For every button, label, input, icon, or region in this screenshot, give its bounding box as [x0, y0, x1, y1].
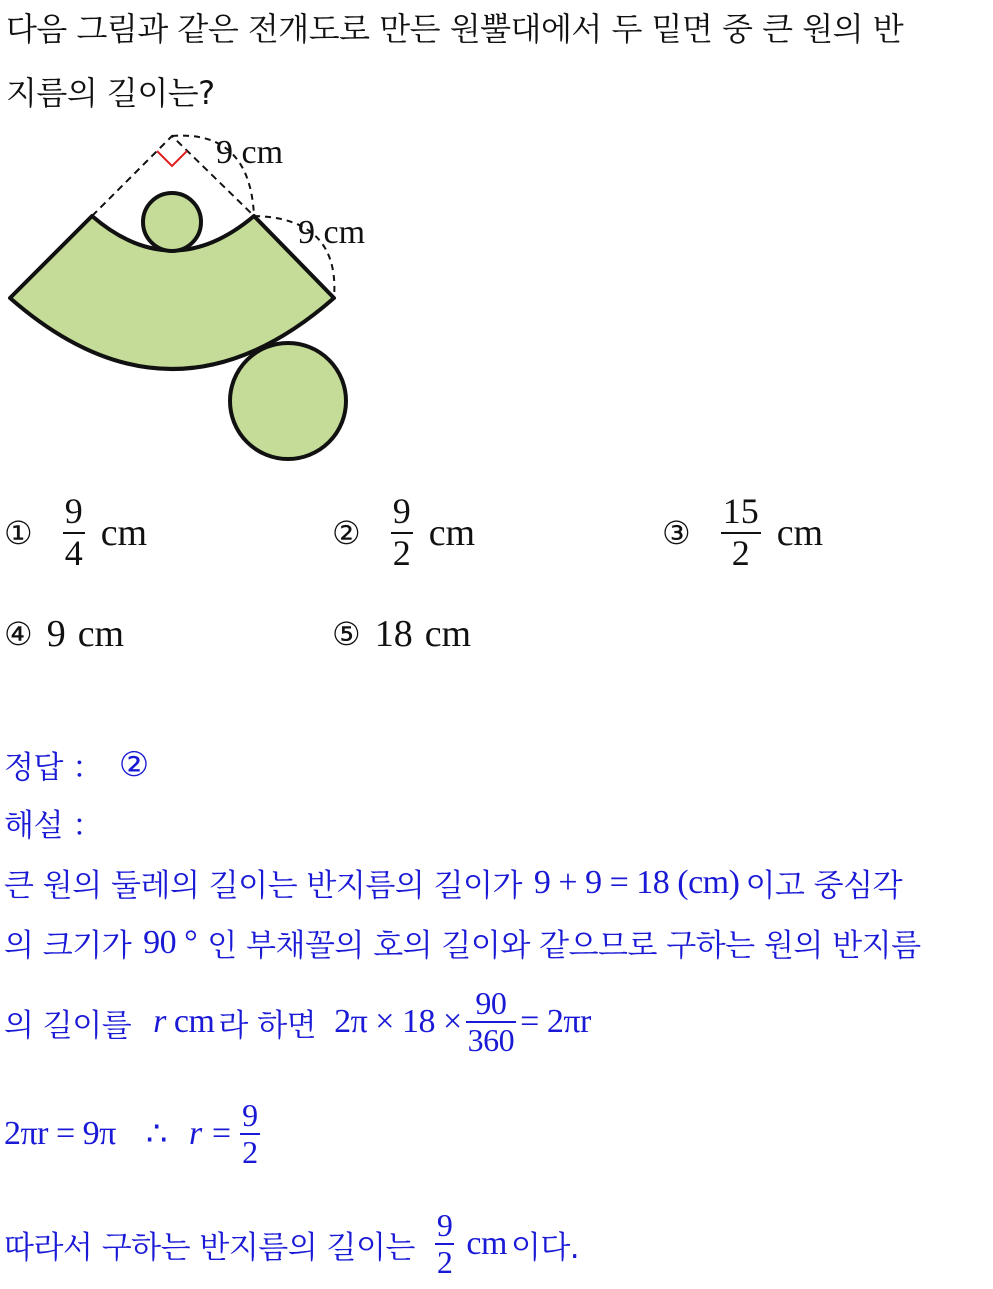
expl-l4-r: r =	[188, 1115, 233, 1153]
label-top-length: 9 cm	[216, 134, 284, 171]
explanation-line-5	[4, 1208, 579, 1280]
expl-l3-a: 의 길이를	[4, 1007, 132, 1044]
option-2[interactable]	[332, 492, 475, 573]
option-1-fraction	[63, 492, 85, 573]
small-base-circle	[143, 193, 201, 251]
expl-l4-frac-denominator: 2	[242, 1134, 258, 1171]
expl-l3-b: 라 하면	[218, 1007, 317, 1044]
option-5[interactable]	[332, 612, 471, 656]
option-1-number: ①	[4, 513, 33, 552]
option-2-number: ②	[332, 513, 361, 552]
option-3[interactable]	[662, 492, 823, 573]
option-4-value: 9	[46, 613, 66, 655]
expl-l3-r: r	[153, 1003, 166, 1041]
option-2-unit: cm	[428, 511, 476, 554]
option-4-unit: cm	[77, 613, 125, 655]
expl-l2-b: 인 부채꼴의 호의 길이와 같으므로 구하는 원의 반지름	[207, 928, 921, 964]
right-angle-mark	[157, 151, 187, 166]
option-5-unit: cm	[424, 613, 472, 655]
expl-l5-a: 따라서 구하는 반지름의 길이는	[4, 1229, 415, 1266]
expl-l3-math-a: 2π × 18 ×	[334, 1003, 462, 1041]
expl-l4-fraction	[240, 1098, 260, 1170]
option-4[interactable]	[4, 612, 124, 656]
frustum-net-figure	[0, 120, 420, 470]
option-5-number: ⑤	[332, 615, 361, 653]
option-3-unit: cm	[776, 511, 824, 554]
expl-l5-frac-numerator: 9	[436, 1207, 453, 1243]
option-5-value: 18	[374, 613, 413, 655]
expl-l5-frac-denominator: 2	[436, 1244, 453, 1281]
answer-label: 정답 ：	[4, 750, 103, 786]
answer-line	[4, 742, 149, 787]
expl-l1-math: 9 + 9 = 18 (cm)	[533, 863, 740, 901]
option-2-numerator: 9	[392, 491, 411, 531]
expl-l5-b: 이다.	[510, 1229, 580, 1266]
expl-l4-therefore: ∴	[145, 1116, 167, 1154]
option-1-unit: cm	[100, 511, 148, 554]
expl-l2-a: 의 크기가	[4, 928, 132, 964]
expl-l3-frac-numerator: 90	[475, 985, 507, 1021]
expl-l3-unit: cm	[173, 1003, 215, 1041]
option-3-fraction	[721, 492, 761, 573]
question-line-2: 지름의 길이는?	[6, 74, 215, 112]
option-3-number: ③	[662, 513, 691, 552]
question-line-1: 다음 그림과 같은 전개도로 만든 원뿔대에서 두 밑면 중 큰 원의 반	[6, 10, 904, 48]
expl-l4-math: 2πr = 9π	[4, 1115, 116, 1153]
explanation-line-1	[4, 860, 902, 905]
expl-l2-math: 90 °	[143, 923, 198, 961]
option-3-numerator: 15	[722, 491, 759, 531]
expl-l5-unit: cm	[466, 1225, 507, 1263]
explanation-line-3	[4, 986, 591, 1058]
expl-l1-text: 큰 원의 둘레의 길이는 반지름의 길이가	[4, 868, 522, 904]
option-2-fraction	[391, 492, 413, 573]
option-1[interactable]	[4, 492, 147, 573]
expl-l3-frac-denominator: 360	[467, 1022, 515, 1059]
option-3-denominator: 2	[731, 532, 750, 573]
option-1-denominator: 4	[64, 532, 83, 573]
explanation-line-4	[4, 1098, 260, 1170]
label-side-length: 9 cm	[298, 214, 366, 251]
option-4-number: ④	[4, 615, 33, 653]
option-2-denominator: 2	[392, 532, 411, 573]
expl-l1-tail: 이고 중심각	[745, 868, 903, 904]
expl-l3-math-b: = 2πr	[520, 1003, 591, 1041]
explanation-label: 해설 ：	[4, 808, 103, 844]
expl-l3-fraction	[466, 986, 517, 1058]
expl-l4-frac-numerator: 9	[242, 1097, 258, 1133]
large-base-circle	[230, 343, 346, 459]
expl-l5-fraction	[435, 1208, 455, 1280]
explanation-line-2	[4, 920, 921, 965]
answer-value: ②	[118, 744, 149, 785]
option-1-numerator: 9	[64, 491, 83, 531]
